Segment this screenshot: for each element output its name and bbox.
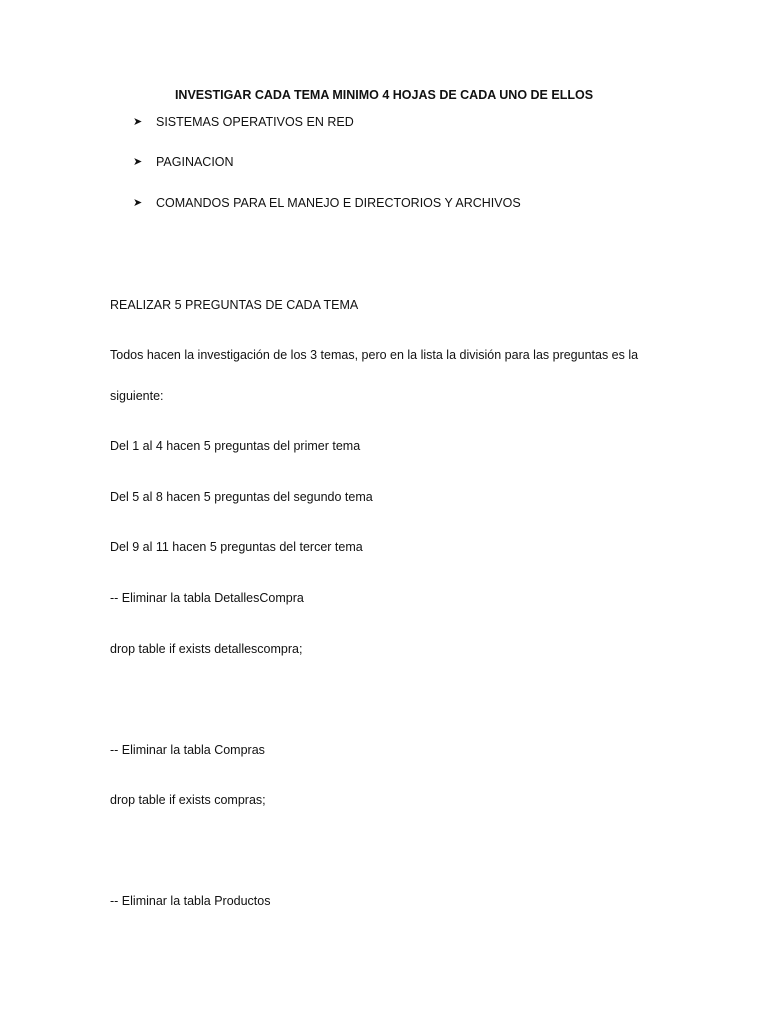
bullet-item bbox=[133, 194, 521, 212]
paragraph-text: Del 5 al 8 hacen 5 preguntas del segundo tema bbox=[110, 490, 373, 504]
sql-comment: -- Eliminar la tabla Productos bbox=[110, 894, 271, 908]
sql-comment: -- Eliminar la tabla Compras bbox=[110, 743, 265, 757]
paragraph-text: Todos hacen la investigación de los 3 temas, pero en la lista la división para las preguntas es la bbox=[110, 348, 639, 362]
paragraph-text: siguiente: bbox=[110, 389, 164, 403]
bullet-text: SISTEMAS OPERATIVOS EN RED bbox=[156, 115, 354, 129]
bullet-item bbox=[133, 113, 354, 131]
document-title: INVESTIGAR CADA TEMA MINIMO 4 HOJAS DE CADA UNO DE ELLOS bbox=[174, 88, 594, 102]
bullet-text: PAGINACION bbox=[156, 155, 234, 169]
bullet-item bbox=[133, 153, 234, 171]
paragraph-text: Del 9 al 11 hacen 5 preguntas del tercer tema bbox=[110, 540, 363, 554]
bullet-text: COMANDOS PARA EL MANEJO E DIRECTORIOS Y ARCHIVOS bbox=[156, 196, 521, 210]
sql-statement: drop table if exists detallescompra; bbox=[110, 642, 303, 656]
arrow-bullet-icon: ➤ bbox=[133, 116, 143, 128]
paragraph-text: Del 1 al 4 hacen 5 preguntas del primer tema bbox=[110, 439, 361, 453]
sql-comment: -- Eliminar la tabla DetallesCompra bbox=[110, 591, 304, 605]
sql-statement: drop table if exists compras; bbox=[110, 793, 266, 807]
arrow-bullet-icon: ➤ bbox=[133, 156, 143, 168]
arrow-bullet-icon: ➤ bbox=[133, 197, 143, 209]
paragraph-instruction: REALIZAR 5 PREGUNTAS DE CADA TEMA bbox=[110, 298, 359, 312]
